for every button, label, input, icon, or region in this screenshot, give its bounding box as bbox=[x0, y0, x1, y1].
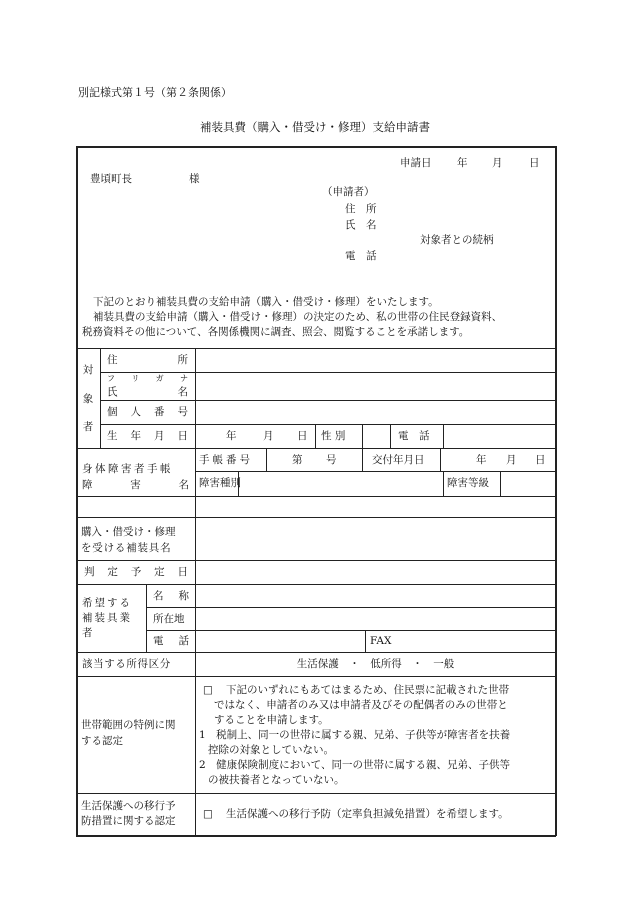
applicant-name-label: 氏 名 bbox=[345, 219, 377, 231]
addressee-honorific: 様 bbox=[189, 173, 200, 185]
applicant-heading: （申請者） bbox=[322, 186, 375, 198]
vendor-label-line-1: 希望する bbox=[82, 597, 132, 609]
handbook-label: 身体障害者手帳 bbox=[82, 463, 173, 475]
transition-label-line-1: 生活保護への移行予 bbox=[81, 800, 176, 812]
transition-text: 生活保護への移行予防（定率負担減免措置）を希望します。 bbox=[226, 808, 509, 820]
issue-day-label: 日 bbox=[535, 454, 546, 466]
subject-group-label: 対 象 者 bbox=[82, 364, 94, 433]
gender-label: 性 別 bbox=[321, 430, 346, 442]
vendor-label-line-2: 補装具業 bbox=[82, 612, 132, 624]
household-label-line-2: する認定 bbox=[81, 735, 123, 747]
application-statement: 下記のとおり補装具費の支給申請（購入・借受け・修理）をいたします。 bbox=[93, 296, 439, 308]
book-number-go: 号 bbox=[326, 454, 337, 466]
transition-checkbox[interactable]: □ bbox=[203, 808, 213, 820]
disability-type-label: 障害種別 bbox=[199, 477, 241, 489]
judgement-date-label: 判 定 予 定 日 bbox=[84, 566, 188, 579]
vendor-label-line-3: 者 bbox=[82, 627, 93, 639]
household-label-line-1: 世帯範囲の特例に関 bbox=[81, 719, 176, 731]
birth-day-label: 日 bbox=[297, 430, 308, 442]
issue-date-label: 交付年月日 bbox=[372, 454, 425, 466]
device-label-line-1: 購入・借受け・修理 bbox=[81, 526, 176, 538]
form-title: 補装具費（購入・借受け・修理）支給申請書 bbox=[200, 120, 430, 134]
subject-address-label: 住 所 bbox=[107, 354, 188, 367]
birth-month-label: 月 bbox=[263, 430, 274, 442]
subject-phone-label: 電 話 bbox=[398, 430, 430, 442]
applicant-address-label: 住 所 bbox=[345, 203, 377, 215]
household-checkbox[interactable]: □ bbox=[203, 684, 213, 696]
subject-furigana-label: フ リ ガ ナ bbox=[107, 374, 188, 383]
issue-year-label: 年 bbox=[476, 454, 487, 466]
household-condition-1-cont: 控除の対象としていない。 bbox=[208, 744, 334, 756]
income-category-options: 生活保護 ・ 低所得 ・ 一般 bbox=[296, 658, 455, 671]
vendor-location-label: 所在地 bbox=[153, 612, 185, 625]
applicant-phone-label: 電 話 bbox=[345, 250, 377, 262]
device-label-line-2: を受ける補装具名 bbox=[81, 542, 172, 554]
relationship-label: 対象者との続柄 bbox=[420, 234, 494, 246]
consent-statement-line-1: 補装具費の支給申請（購入・借受け・修理）の決定のため、私の世帯の住民登録資料、 bbox=[93, 311, 503, 323]
application-year-label: 年 bbox=[457, 157, 468, 169]
household-condition-2: 2 健康保険制度において、同一の世帯に属する親、兄弟、子供等 bbox=[199, 759, 510, 771]
issue-month-label: 月 bbox=[506, 454, 517, 466]
household-condition-2-cont: の被扶養者となっていない。 bbox=[208, 774, 345, 786]
vendor-fax-label: FAX bbox=[370, 635, 392, 648]
household-condition-1: 1 税制上、同一の世帯に属する親、兄弟、子供等が障害者を扶養 bbox=[199, 729, 511, 741]
individual-number-label: 個 人 番 号 bbox=[107, 406, 188, 419]
book-number-dai: 第 bbox=[292, 454, 303, 466]
addressee: 豊頃町長 bbox=[90, 173, 132, 185]
transition-label-line-2: 防措置に関する認定 bbox=[81, 815, 176, 827]
vendor-name-label: 名 称 bbox=[153, 589, 189, 602]
income-category-label: 該当する所得区分 bbox=[82, 658, 171, 671]
household-text-line-1: 下記のいずれにもあてはまるため、住民票に記載された世帯 bbox=[226, 684, 510, 696]
application-month-label: 月 bbox=[492, 157, 503, 169]
application-date-label: 申請日 bbox=[400, 157, 432, 169]
household-text-line-3: することを申請します。 bbox=[214, 714, 329, 726]
household-text-line-2: ではなく、申請者のみ又は申請者及びその配偶者のみの世帯と bbox=[214, 699, 508, 711]
birth-year-label: 年 bbox=[226, 430, 237, 442]
form-number: 別記様式第１号（第２条関係） bbox=[78, 86, 232, 99]
subject-name-label: 氏 名 bbox=[107, 385, 188, 398]
book-number-label: 手帳番号 bbox=[199, 454, 253, 466]
disability-name-label: 障 害 名 bbox=[82, 478, 189, 491]
vendor-phone-label: 電 話 bbox=[153, 635, 189, 648]
consent-statement-line-2: 税務資料その他について、各関係機関に調査、照会、閲覧することを承諾します。 bbox=[82, 326, 470, 338]
disability-grade-label: 障害等級 bbox=[447, 477, 489, 489]
birthdate-label: 生 年 月 日 bbox=[107, 430, 188, 443]
application-day-label: 日 bbox=[529, 157, 540, 169]
